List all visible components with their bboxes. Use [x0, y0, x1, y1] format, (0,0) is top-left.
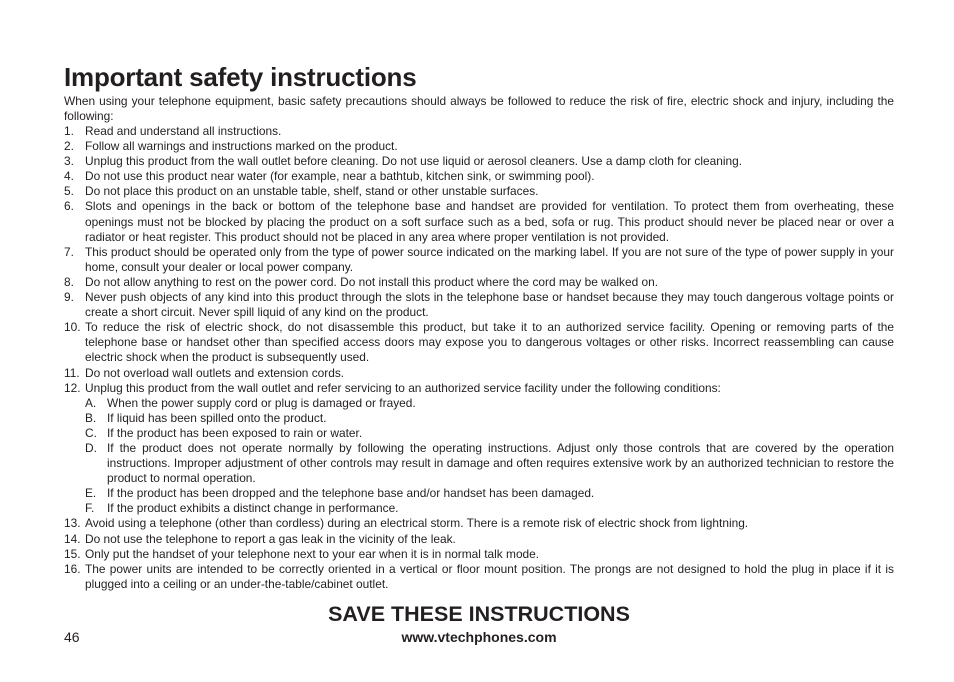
item-number: 13.	[64, 516, 81, 531]
website-url: www.vtechphones.com	[401, 629, 557, 645]
list-item	[64, 516, 894, 531]
subitem-letter: F.	[85, 501, 95, 516]
subitem-letter: D.	[85, 440, 97, 455]
item-number: 16.	[64, 561, 81, 576]
item-text: Follow all warnings and instructions marked on the product.	[85, 139, 398, 154]
item-number: 12.	[64, 380, 81, 395]
list-item	[64, 184, 894, 199]
subitem-text: If the product has been dropped and the telephone base and/or handset has been damaged.	[107, 486, 595, 501]
item-number: 3.	[64, 154, 74, 169]
item-text: Do not use this product near water (for example, near a bathtub, kitchen sink, or swimming pool).	[85, 169, 595, 184]
sub-list-item	[85, 426, 894, 441]
item-number: 2.	[64, 139, 74, 154]
list-item	[64, 366, 894, 381]
page-title: Important safety instructions	[64, 62, 417, 92]
item-number: 10.	[64, 320, 81, 335]
item-number: 15.	[64, 546, 81, 561]
sub-list-item	[85, 396, 894, 411]
item-text: Read and understand all instructions.	[85, 124, 282, 138]
item-text: The power units are intended to be correctly oriented in a vertical or floor mount position. The prongs are not designed to hold the plug in place if it is plugged into a ceiling or an under-the-table/cabinet outlet.	[85, 561, 894, 591]
list-item	[64, 547, 894, 562]
intro-paragraph: When using your telephone equipment, basic safety precautions should always be followed to reduce the risk of fire, electric shock and injury, including the following:	[64, 94, 894, 124]
item-number: 8.	[64, 274, 74, 289]
list-item	[64, 532, 894, 547]
subitem-letter: B.	[85, 410, 97, 425]
list-item	[64, 381, 894, 517]
list-item	[64, 290, 894, 320]
item-number: 4.	[64, 169, 74, 184]
item-number: 11.	[64, 365, 80, 380]
page-number: 46	[64, 629, 80, 645]
item-text: To reduce the risk of electric shock, do not disassemble this product, but take it to an authorized service facility. Opening or removing parts of the telephone base or handset other than specified access doors may expose you to dangerous voltages or other risks. Incorrect reassembling can cause electric shock when the product is subsequently used.	[85, 320, 894, 365]
subitem-text: When the power supply cord or plug is damaged or frayed.	[107, 395, 416, 410]
list-item	[64, 124, 894, 139]
item-text: Never push objects of any kind into this product through the slots in the telephone base or handset because they may touch dangerous voltage points or create a short circuit. Never spill liquid of any kind on the product.	[85, 290, 894, 320]
item-text: Do not overload wall outlets and extension cords.	[85, 365, 345, 380]
subitem-letter: A.	[85, 395, 97, 410]
list-item	[64, 245, 894, 275]
item-number: 9.	[64, 290, 74, 305]
list-item	[64, 139, 894, 154]
sub-list-item	[85, 501, 894, 516]
item-text: Unplug this product from the wall outlet and refer servicing to an authorized service facility under the following conditions:	[85, 380, 721, 395]
sub-list-item	[85, 441, 894, 486]
list-item	[64, 562, 894, 592]
item-number: 7.	[64, 244, 74, 259]
subitem-letter: C.	[85, 425, 97, 440]
list-item	[64, 154, 894, 169]
item-text: Avoid using a telephone (other than cordless) during an electrical storm. There is a remote risk of electric shock from lightning.	[85, 516, 749, 531]
sub-list-item	[85, 486, 894, 501]
item-number: 6.	[64, 199, 74, 214]
save-instructions-heading: SAVE THESE INSTRUCTIONS	[328, 602, 630, 626]
subitem-letter: E.	[85, 486, 97, 501]
item-number: 14.	[64, 531, 81, 546]
list-item	[64, 169, 894, 184]
item-number: 1.	[64, 124, 74, 138]
item-text: Slots and openings in the back or bottom of the telephone base and handset are provided for ventilation. To protect them from overheating, these openings must not be blocked by placing the product on a soft surface such as a bed, sofa or rug. This product should never be placed near or over a radiator or heat register. This product should not be placed in any area where proper ventilation is not provided.	[85, 199, 894, 244]
sub-list-item	[85, 411, 894, 426]
item-text: Do not allow anything to rest on the power cord. Do not install this product where the cord may be walked on.	[85, 274, 659, 289]
subitem-text: If the product does not operate normally by following the operating instructions. Adjust only those controls that are covered by the operation instructions. Improper adjustment of other controls may result in damage and often requires extensive work by an authorized technician to restore the product to normal operation.	[107, 440, 894, 486]
item-text: Unplug this product from the wall outlet before cleaning. Do not use liquid or aerosol cleaners. Use a damp cloth for cleaning.	[85, 154, 742, 169]
item-number: 5.	[64, 184, 74, 199]
item-text: Only put the handset of your telephone next to your ear when it is in normal talk mode.	[85, 546, 540, 561]
item-text: This product should be operated only from the type of power source indicated on the marking label. If you are not sure of the type of power supply in your home, consult your dealer or local power company.	[85, 244, 894, 274]
service-conditions-list	[85, 396, 894, 517]
safety-instructions-list	[64, 124, 894, 592]
subitem-text: If the product has been exposed to rain or water.	[107, 425, 363, 440]
item-text: Do not use the telephone to report a gas leak in the vicinity of the leak.	[85, 531, 456, 546]
list-item	[64, 275, 894, 290]
subitem-text: If liquid has been spilled onto the product.	[107, 410, 327, 425]
subitem-text: If the product exhibits a distinct change in performance.	[107, 501, 399, 516]
item-text: Do not place this product on an unstable table, shelf, stand or other unstable surfaces.	[85, 184, 539, 199]
list-item	[64, 320, 894, 365]
list-item	[64, 199, 894, 244]
